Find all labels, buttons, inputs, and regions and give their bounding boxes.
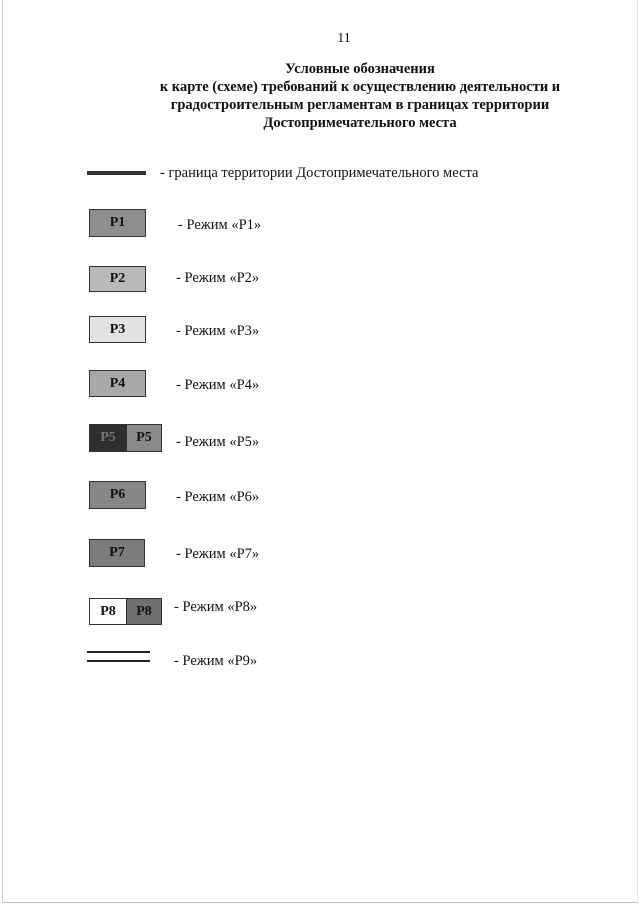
legend-label-r6: - Режим «Р6» [176, 489, 260, 505]
title-line-3: градостроительным регламентам в границах территории [170, 97, 550, 113]
title-line-1: Условные обозначения [285, 61, 435, 77]
swatch-r8-left [90, 599, 127, 624]
r9-line-top [87, 651, 150, 653]
swatch-r1 [89, 209, 146, 237]
legend-label-r2: - Режим «Р2» [176, 270, 260, 286]
legend-label-r7: - Режим «Р7» [176, 546, 260, 562]
legend-label-r5: - Режим «Р5» [176, 434, 260, 450]
title-line-2: к карте (схеме) требований к осуществлению деятельности и [159, 79, 561, 95]
swatch-r7-code: Р7 [109, 545, 125, 560]
swatch-r2 [89, 266, 146, 292]
legend-label-r1: - Режим «Р1» [178, 217, 262, 233]
legend-label-r8: - Режим «Р8» [174, 599, 258, 615]
swatch-r2-code: Р2 [109, 271, 126, 286]
swatch-r7 [89, 539, 145, 567]
swatch-r5-left-code: Р5 [100, 430, 116, 445]
page-title [120, 60, 600, 132]
r9-line-bottom [87, 660, 150, 662]
swatch-r5-right-code: Р5 [136, 430, 152, 445]
legend-label-r9: - Режим «Р9» [174, 653, 258, 669]
swatch-r3 [89, 316, 146, 343]
legend-label-r3: - Режим «Р3» [176, 323, 260, 339]
swatch-r8-left-code: Р8 [100, 603, 116, 619]
page-number: 11 [337, 31, 351, 46]
swatch-r8-right-code: Р8 [136, 603, 152, 619]
swatch-r5-left [90, 425, 127, 451]
swatch-r4 [89, 370, 146, 397]
swatch-r8 [89, 598, 162, 625]
legend-label-r4: - Режим «Р4» [176, 377, 260, 393]
boundary-label: - граница территории Достопримечательного места [160, 165, 479, 181]
swatch-r5-right [127, 425, 161, 451]
swatch-r5 [89, 424, 162, 452]
swatch-r4-code: Р4 [109, 375, 126, 391]
swatch-r1-code: Р1 [109, 215, 126, 230]
swatch-r3-code: Р3 [109, 321, 126, 337]
boundary-line-symbol [87, 171, 146, 175]
swatch-r8-right [127, 599, 161, 624]
swatch-r6 [89, 481, 146, 509]
swatch-r6-code: Р6 [109, 487, 126, 502]
title-line-4: Достопримечательного места [263, 115, 457, 131]
